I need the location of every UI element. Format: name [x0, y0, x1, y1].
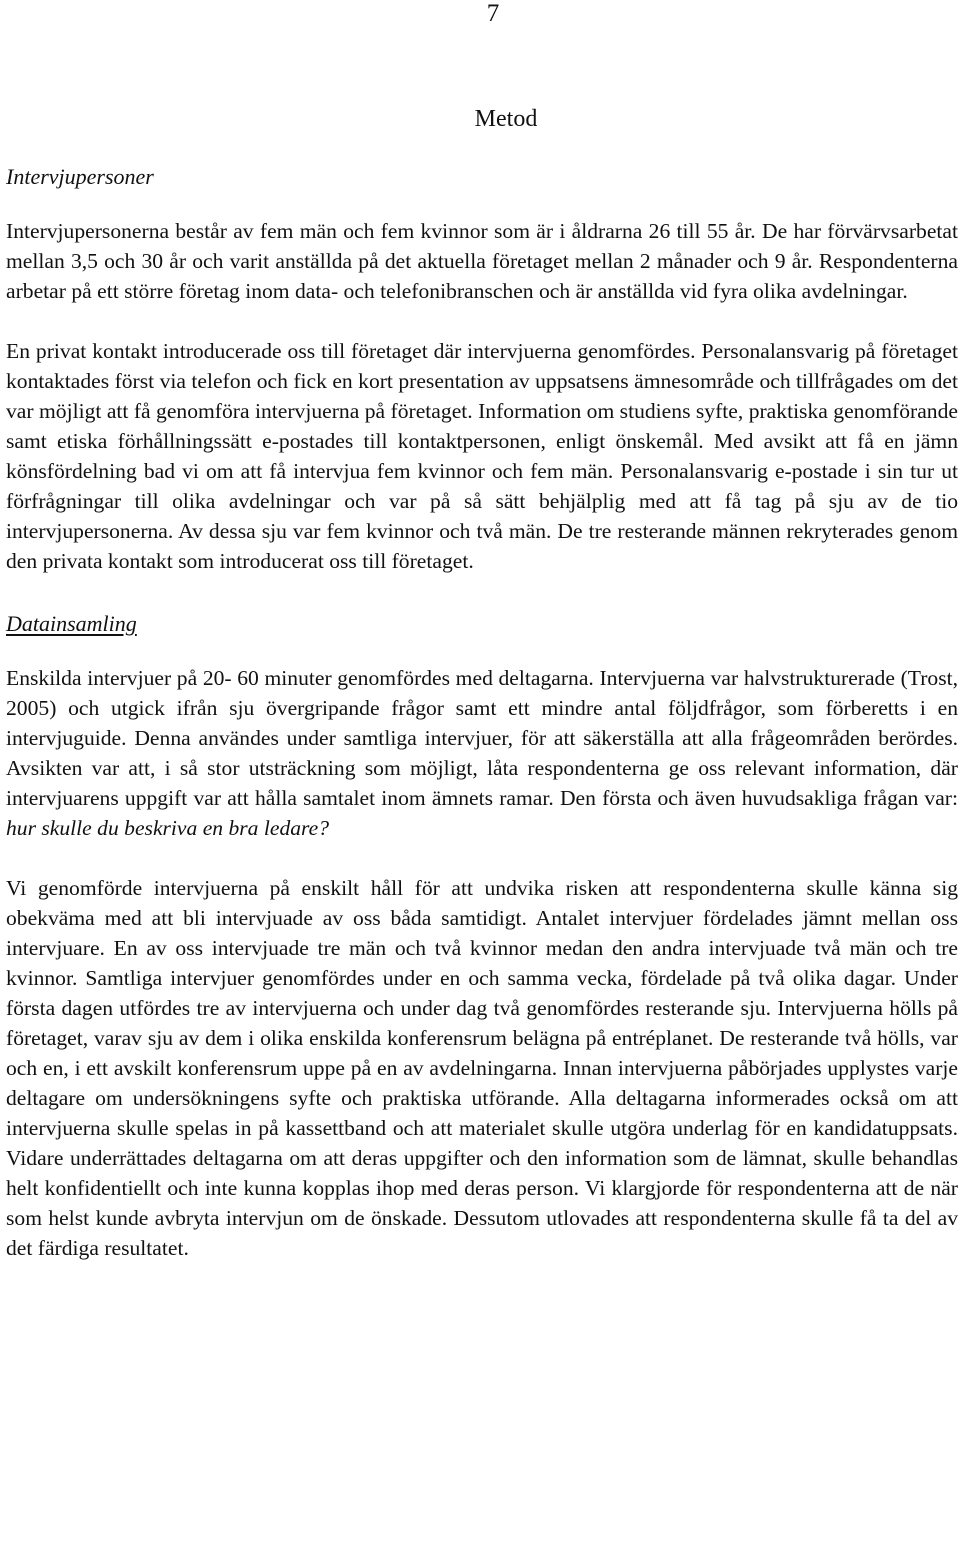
subheading-intervjupersoner: Intervjupersoner	[6, 164, 154, 189]
paragraph-interviews	[6, 663, 958, 843]
paragraph-procedure: Vi genomförde intervjuerna på enskilt håll för att undvika risken att respondenterna skulle känna sig obekväma med att bli intervjuade av oss båda samtidigt. Antalet intervjuer fördelades jämnt mellan oss intervjuare. En av oss intervjuade tre män och två kvinnor medan den andra intervjuade två män och tre kvinnor. Samtliga intervjuer genomfördes under en och samma vecka, fördelade på två olika dagar. Under första dagen utfördes tre av intervjuerna och under dag två genomfördes resterande sju. Intervjuerna hölls på företaget, varav sju av dem i olika enskilda konferensrum belägna på entréplanet. De resterande två hölls, var och en, i ett avskilt konferensrum uppe på en av avdelningarna. Innan intervjuerna påbörjades upplystes varje deltagare om undersökningens syfte och praktiska utförande. Alla deltagarna informerades också om att intervjuerna skulle spelas in på kassettband och att materialet skulle utgöra underlag för en kandidatuppsats. Vidare underrättades deltagarna om att deras uppgifter och den information som de lämnat, skulle behandlas helt konfidentiellt och inte kunna kopplas ihop med deras person. Vi klargjorde för respondenterna att de när som helst kunde avbryta intervjun om de önskade. Dessutom utlovades att respondenterna skulle få ta del av det färdiga resultatet.	[6, 876, 958, 1260]
section-title: Metod	[474, 106, 538, 132]
paragraph-recruitment: En privat kontakt introducerade oss till företaget där intervjuerna genomfördes. Personalansvarig på företaget kontaktades först via telefon och fick en kort presentation av uppsatsens ämnesområde och tillfrågades om det var möjligt att få genomföra intervjuerna på företaget. Information om studiens syfte, praktiska genomförande samt etiska förhållningssätt e-postades till kontaktpersonen, enligt önskemål. Med avsikt att få en jämn könsfördelning bad vi om att få intervjua fem kvinnor och fem män. Personalansvarig e-postade i sin tur ut förfrågningar till olika avdelningar och var på så sätt behjälplig med att få tag på sju av de tio intervjupersonerna. Av dessa sju var fem kvinnor och två män. De tre resterande männen rekryterades genom den privata kontakt som introducerat oss till företaget.	[6, 339, 958, 573]
paragraph-participants: Intervjupersonerna består av fem män och fem kvinnor som är i åldrarna 26 till 55 år. De har förvärvsarbetat mellan 3,5 och 30 år och varit anställda på det aktuella företaget mellan 2 månader och 9 år. Respondenterna arbetar på ett större företag inom data- och telefonibranschen och är anställda vid fyra olika avdelningar.	[6, 219, 958, 303]
paragraph-interviews-text: Enskilda intervjuer på 20- 60 minuter genomfördes med deltagarna. Intervjuerna var halvstrukturerade (Trost, 2005) och utgick ifrån sju övergripande frågor samt ett mindre antal följdfrågor, som förberetts i en intervjuguide. Denna användes under samtliga intervjuer, för att säkerställa att alla frågeområden berördes. Avsikten var att, i så stor utsträckning som möjligt, låta respondenterna ge oss relevant information, där intervjuarens uppgift var att hålla samtalet inom ämnets ramar. Den första och även huvudsakliga frågan var:	[6, 666, 958, 810]
document-body	[6, 101, 958, 1263]
subheading-datainsamling: Datainsamling	[6, 611, 137, 636]
main-question: hur skulle du beskriva en bra ledare?	[6, 816, 330, 840]
page-number: 7	[486, 0, 500, 27]
